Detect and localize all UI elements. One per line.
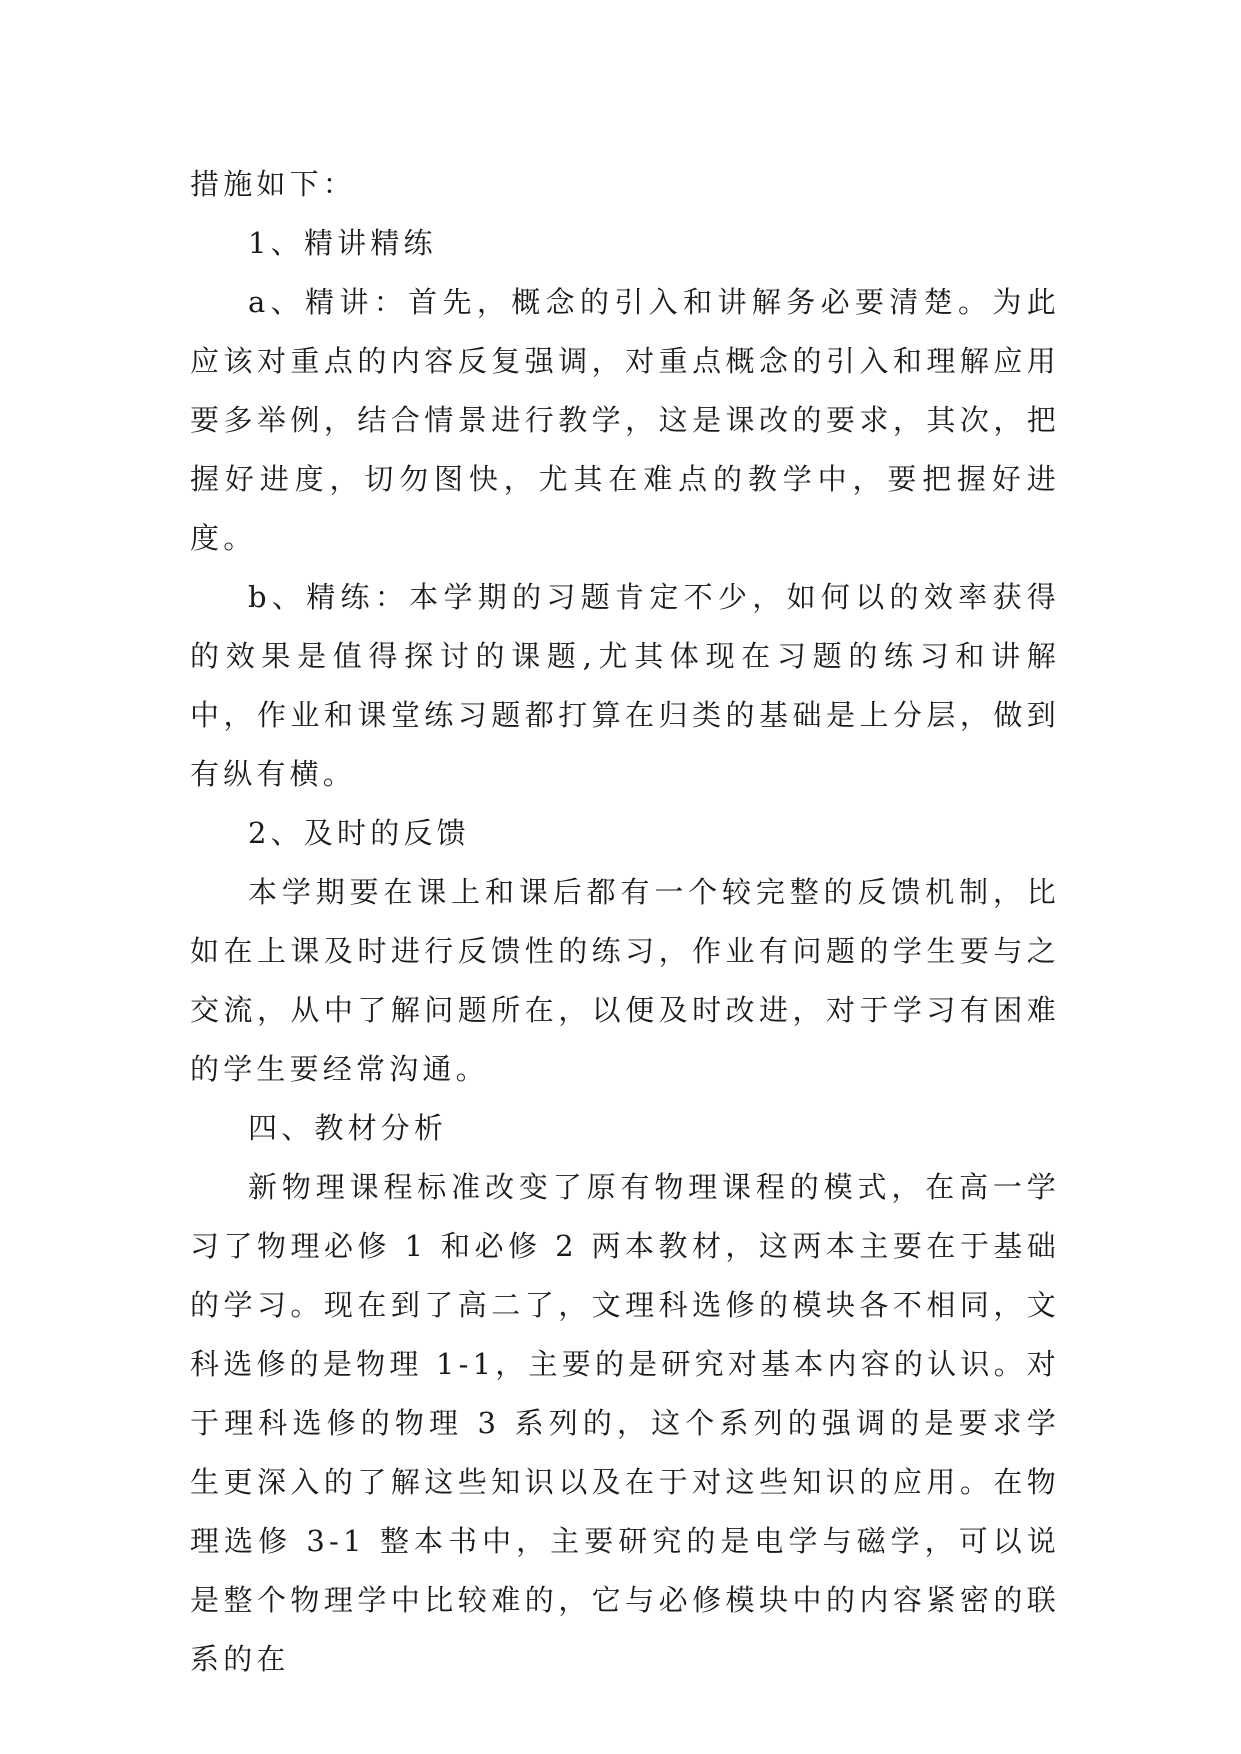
- paragraph-measures-intro: 措施如下：: [190, 167, 357, 201]
- paragraph-precise-practice: b、精练：本学期的习题肯定不少，如何以的效率获得的效果是值得探讨的课题,尤其体现在习题的练习和讲解中，作业和课堂练习题都打算在归类的基础是上分层，做到有纵有横。: [190, 580, 1060, 791]
- document-body: [190, 155, 1060, 1689]
- heading-timely-feedback: 2、及时的反馈: [248, 816, 470, 850]
- heading-textbook-analysis: 四、教材分析: [248, 1111, 448, 1145]
- paragraph-feedback-mechanism: 本学期要在课上和课后都有一个较完整的反馈机制，比如在上课及时进行反馈性的练习，作业有问题的学生要与之交流，从中了解问题所在，以便及时改进，对于学习有困难的学生要经常沟通。: [190, 875, 1060, 1086]
- paragraph-textbook-analysis: 新物理课程标准改变了原有物理课程的模式，在高一学习了物理必修 1 和必修 2 两本教材，这两本主要在于基础的学习。现在到了高二了，文理科选修的模块各不相同，文科选修的是物理 1-1，主要的是研究对基本内容的认识。对于理科选修的物理 3 系列的，这个系列的强调的是要求学生更深入的了解这些知识以及在于对这些知识的应用。在物理选修 3-1 整本书中，主要研究的是电学与磁学，可以说是整个物理学中比较难的，它与必修模块中的内容紧密的联系的在: [190, 1170, 1060, 1676]
- heading-precise-teaching: 1、精讲精练: [248, 226, 437, 260]
- paragraph-precise-lecture: a、精讲：首先，概念的引入和讲解务必要清楚。为此应该对重点的内容反复强调，对重点概念的引入和理解应用要多举例，结合情景进行教学，这是课改的要求，其次，把握好进度，切勿图快，尤其在难点的教学中，要把握好进度。: [190, 285, 1060, 555]
